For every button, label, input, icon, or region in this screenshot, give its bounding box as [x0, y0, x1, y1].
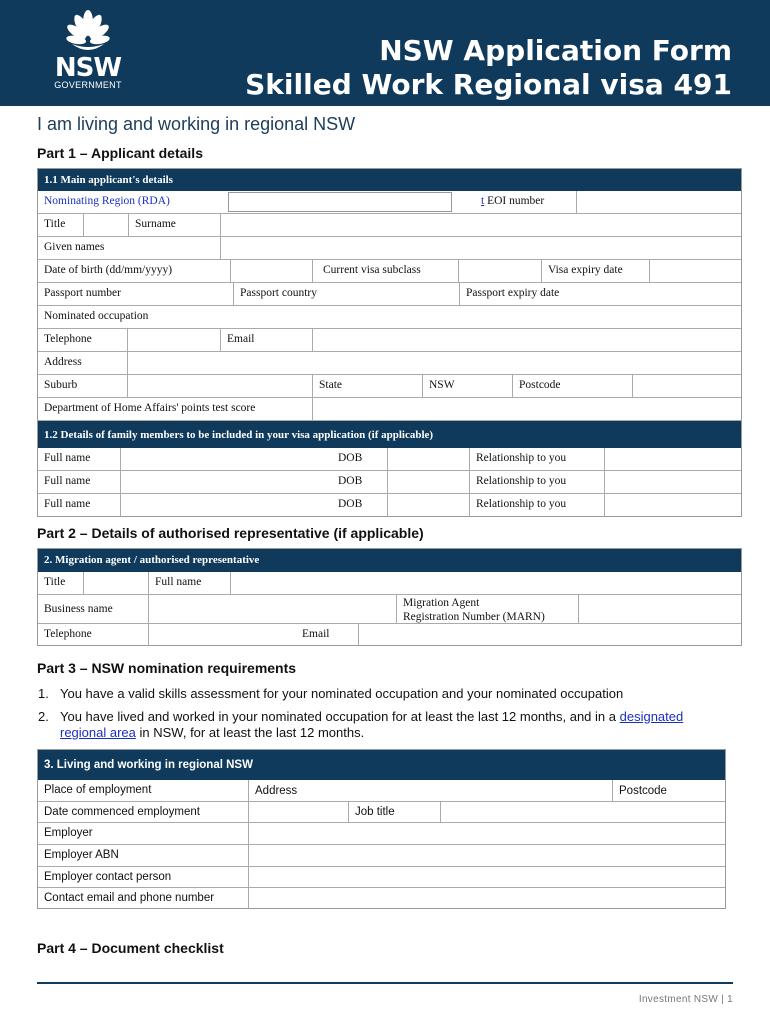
representative-form: [37, 548, 742, 646]
section-2-header: 2. Migration agent / authorised representative: [38, 549, 741, 572]
dob-input[interactable]: [387, 471, 469, 493]
rep-title-label: Title: [44, 576, 66, 588]
row-place-employment: [38, 780, 725, 802]
section-3-header: 3. Living and working in regional NSW: [38, 750, 725, 780]
rep-full-name-label: Full name: [148, 572, 230, 594]
given-names-input[interactable]: [220, 237, 741, 259]
postcode-label: Postcode: [612, 780, 725, 801]
address-label: Address: [248, 780, 612, 801]
email-label: Email: [220, 329, 312, 351]
nominating-region-label: Nominating Region (RDA): [44, 195, 170, 207]
row-suburb: [38, 375, 741, 398]
rep-telephone-label: Telephone: [44, 628, 92, 640]
nominating-region-input[interactable]: [228, 192, 452, 212]
address-input[interactable]: [127, 352, 741, 374]
postcode-input[interactable]: [632, 375, 741, 397]
requirement-number: 1.: [38, 686, 49, 701]
section-1-1-header: 1.1 Main applicant's details: [38, 169, 741, 191]
full-name-label: Full name: [44, 452, 91, 464]
title-input[interactable]: [83, 214, 128, 236]
passport-expiry-input[interactable]: [574, 283, 741, 305]
contact-email-input[interactable]: [248, 888, 725, 909]
logo-nsw-text: NSW: [54, 53, 122, 83]
rep-telephone-input[interactable]: [148, 624, 296, 646]
full-name-label: Full name: [44, 498, 91, 510]
dob-label: DOB: [338, 475, 363, 487]
employer-label: Employer: [44, 827, 93, 839]
nsw-government-logo: [46, 8, 130, 94]
marn-input[interactable]: [578, 595, 741, 623]
form-title-line2: Skilled Work Regional visa 491: [245, 68, 732, 101]
full-name-input[interactable]: [120, 494, 332, 517]
rep-full-name-input[interactable]: [230, 572, 741, 594]
rep-email-input[interactable]: [358, 624, 741, 646]
title-label: Title: [44, 218, 66, 230]
email-input[interactable]: [312, 329, 741, 351]
family-member-row: [38, 494, 741, 517]
passport-expiry-label: Passport expiry date: [459, 283, 574, 305]
part1-heading: Part 1 – Applicant details: [37, 145, 203, 161]
telephone-label: Telephone: [44, 333, 92, 345]
row-contact: [38, 329, 741, 352]
requirement-item: [38, 709, 720, 741]
row-nominating-region: [38, 191, 741, 214]
requirement-number: 2.: [38, 709, 49, 724]
requirement-item: [38, 686, 720, 702]
given-names-label: Given names: [44, 241, 105, 253]
footer-divider: [37, 982, 733, 984]
row-given-names: [38, 237, 741, 260]
logo-government-text: GOVERNMENT: [54, 80, 122, 90]
surname-input[interactable]: [220, 214, 741, 236]
current-visa-label: Current visa subclass: [312, 260, 458, 282]
full-name-input[interactable]: [120, 448, 332, 470]
form-title-line1: NSW Application Form: [379, 34, 732, 67]
passport-country-label: Passport country: [233, 283, 459, 305]
dob-input[interactable]: [230, 260, 312, 282]
passport-number-label: Passport number: [44, 287, 121, 299]
row-employer: [38, 823, 725, 845]
row-contact-email: [38, 888, 725, 909]
job-title-label: Job title: [348, 802, 440, 822]
row-employer-abn: [38, 845, 725, 867]
requirement-text-end: in NSW, for at least the last 12 months.: [135, 725, 365, 740]
requirement-text: You have lived and worked in your nominated occupation for at least the last 12 months, and in a: [60, 709, 616, 724]
relationship-label: Relationship to you: [469, 448, 604, 470]
points-score-input[interactable]: [312, 398, 741, 420]
footer-text: Investment NSW | 1: [638, 994, 733, 1005]
part4-heading: Part 4 – Document checklist: [37, 940, 224, 956]
row-rep-title: [38, 572, 741, 595]
eoi-number-label: t EOI number: [481, 195, 545, 207]
contact-email-label: Contact email and phone number: [44, 892, 215, 904]
dob-input[interactable]: [387, 448, 469, 470]
marn-label: Migration Agent Registration Number (MARN): [396, 595, 578, 623]
waratah-icon: [58, 8, 118, 54]
current-visa-input[interactable]: [458, 260, 541, 282]
job-title-input[interactable]: [440, 802, 725, 822]
row-contact-person: [38, 867, 725, 888]
contact-person-input[interactable]: [248, 867, 725, 887]
dob-label: DOB: [338, 498, 363, 510]
page-subtitle: I am living and working in regional NSW: [37, 114, 356, 134]
row-title-surname: [38, 214, 741, 237]
requirement-text: You have a valid skills assessment for your nominated occupation and your nominated occupation: [60, 686, 624, 701]
eoi-link[interactable]: t: [481, 195, 485, 207]
relationship-label: Relationship to you: [469, 494, 604, 517]
eoi-number-input[interactable]: [576, 191, 741, 213]
section-1-2-header: 1.2 Details of family members to be included in your visa application (if applicable): [38, 421, 741, 448]
designated-regional-area-link[interactable]: designated regional area: [60, 709, 684, 740]
postcode-label: Postcode: [512, 375, 632, 397]
row-rep-contact: [38, 624, 741, 646]
relationship-input[interactable]: [604, 494, 741, 517]
dob-input[interactable]: [387, 494, 469, 517]
date-commenced-input[interactable]: [248, 802, 348, 822]
applicant-details-form: [37, 168, 742, 517]
dob-label: Date of birth (dd/mm/yyyy): [44, 264, 173, 276]
state-label: State: [312, 375, 422, 397]
full-name-input[interactable]: [120, 471, 332, 493]
row-dob-visa: [38, 260, 741, 283]
full-name-label: Full name: [44, 475, 91, 487]
state-value: NSW: [422, 375, 512, 397]
rep-email-label: Email: [302, 628, 330, 640]
suburb-label: Suburb: [44, 379, 78, 391]
part2-heading: Part 2 – Details of authorised representative (if applicable): [37, 525, 424, 541]
suburb-input[interactable]: [127, 375, 312, 397]
telephone-input[interactable]: [127, 329, 220, 351]
visa-expiry-label: Visa expiry date: [541, 260, 649, 282]
business-name-input[interactable]: [148, 595, 396, 623]
requirements-list: [38, 686, 720, 748]
employer-abn-label: Employer ABN: [44, 849, 119, 861]
row-address: [38, 352, 741, 375]
family-member-row: [38, 448, 741, 471]
address-label: Address: [44, 356, 82, 368]
business-name-label: Business name: [44, 603, 113, 615]
relationship-input[interactable]: [604, 471, 741, 493]
row-passport: [38, 283, 741, 306]
date-commenced-label: Date commenced employment: [44, 806, 200, 818]
family-member-row: [38, 471, 741, 494]
rep-title-input[interactable]: [83, 572, 148, 594]
place-employment-label: Place of employment: [44, 784, 152, 796]
employer-input[interactable]: [248, 823, 725, 844]
employment-form: [37, 749, 726, 909]
surname-label: Surname: [128, 214, 220, 236]
visa-expiry-input[interactable]: [649, 260, 741, 282]
row-date-commenced: [38, 802, 725, 823]
contact-person-label: Employer contact person: [44, 871, 172, 883]
header-banner: [0, 0, 770, 106]
points-score-label: Department of Home Affairs' points test score: [44, 402, 256, 414]
relationship-input[interactable]: [604, 448, 741, 470]
row-points: [38, 398, 741, 421]
row-business: [38, 595, 741, 624]
dob-label: DOB: [338, 452, 363, 464]
nominated-occupation-label: Nominated occupation: [44, 310, 149, 322]
employer-abn-input[interactable]: [248, 845, 725, 866]
row-occupation: [38, 306, 741, 329]
relationship-label: Relationship to you: [469, 471, 604, 493]
part3-heading: Part 3 – NSW nomination requirements: [37, 660, 297, 676]
